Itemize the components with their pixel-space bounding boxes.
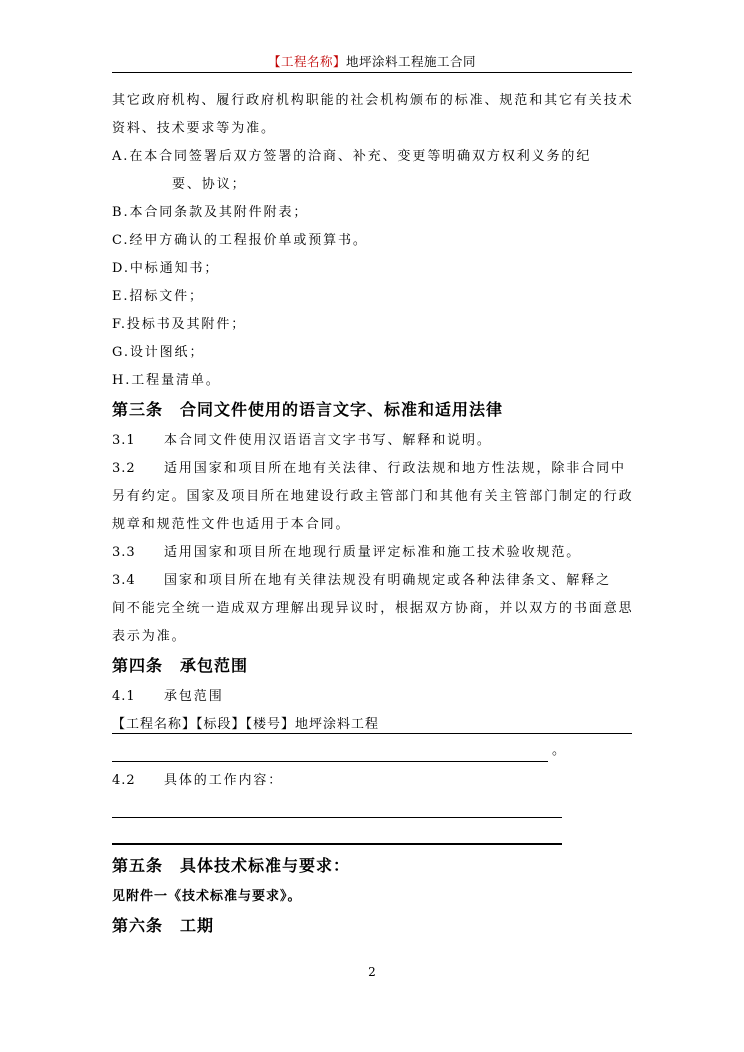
header-project-tag: 【工程名称】 bbox=[267, 54, 346, 69]
article-4-heading: 第四条 承包范围 bbox=[112, 656, 249, 675]
clause-3-3 bbox=[112, 544, 581, 562]
work-content-blank-line bbox=[112, 817, 562, 818]
header-rule bbox=[112, 72, 632, 73]
clause-text: 承包范围 bbox=[164, 689, 224, 704]
list-item-f: F.投标书及其附件； bbox=[112, 317, 247, 332]
clause-text: 具体的工作内容： bbox=[164, 773, 284, 788]
clause-number: 3.1 bbox=[112, 433, 136, 448]
clause-3-4-cont: 表示为准。 bbox=[112, 629, 187, 644]
clause-3-4 bbox=[112, 572, 611, 590]
list-item-h: H.工程量清单。 bbox=[112, 373, 221, 388]
header-title: 地坪涂料工程施工合同 bbox=[346, 54, 477, 69]
list-item-e: E.招标文件； bbox=[112, 289, 204, 304]
clause-number: 3.4 bbox=[112, 573, 136, 588]
scope-period: 。 bbox=[552, 743, 567, 758]
list-item-b: B.本合同条款及其附件附表； bbox=[112, 205, 309, 220]
clause-number: 3.3 bbox=[112, 545, 136, 560]
article-3-heading: 第三条 合同文件使用的语言文字、标准和适用法律 bbox=[112, 400, 504, 419]
clause-4-2 bbox=[112, 772, 283, 790]
list-item-a-cont: 要、协议； bbox=[172, 177, 247, 192]
article-5-heading: 第五条 具体技术标准与要求： bbox=[112, 856, 351, 875]
appendix-reference: 见附件一《技术标准与要求》。 bbox=[112, 889, 302, 904]
body-line: 资料、技术要求等为准。 bbox=[112, 121, 276, 136]
clause-text: 适用国家和项目所在地现行质量评定标准和施工技术验收规范。 bbox=[164, 545, 582, 560]
clause-number: 3.2 bbox=[112, 461, 136, 476]
article-6-heading: 第六条 工期 bbox=[112, 916, 215, 935]
scope-blank-line bbox=[112, 761, 548, 762]
list-item-c: C.经甲方确认的工程报价单或预算书。 bbox=[112, 233, 368, 248]
clause-3-2-cont: 规章和规范性文件也适用于本合同。 bbox=[112, 517, 351, 532]
body-line: 其它政府机构、履行政府机构职能的社会机构颁布的标准、规范和其它有关技术 bbox=[112, 93, 634, 108]
clause-3-2 bbox=[112, 460, 626, 478]
clause-3-4-cont: 间不能完全统一造成双方理解出现异议时，根据双方协商，并以双方的书面意思 bbox=[112, 601, 634, 616]
clause-3-1 bbox=[112, 432, 492, 450]
clause-4-1 bbox=[112, 688, 224, 706]
list-item-a: A.在本合同签署后双方签署的洽商、补充、变更等明确双方权利义务的纪 bbox=[112, 149, 592, 164]
clause-text: 国家和项目所在地有关律法规没有明确规定或各种法律条文、解释之 bbox=[164, 573, 612, 588]
page-number: 2 bbox=[368, 965, 376, 979]
work-content-blank-line bbox=[112, 843, 562, 845]
scope-fill-line: 【工程名称】【标段】【楼号】地坪涂料工程 bbox=[112, 717, 380, 732]
scope-underline bbox=[112, 733, 632, 734]
clause-number: 4.2 bbox=[112, 773, 136, 788]
clause-3-2-cont: 另有约定。国家及项目所在地建设行政主管部门和其他有关主管部门制定的行政 bbox=[112, 489, 634, 504]
page-header bbox=[0, 52, 744, 70]
clause-text: 适用国家和项目所在地有关法律、行政法规和地方性法规，除非合同中 bbox=[164, 461, 626, 476]
list-item-g: G.设计图纸； bbox=[112, 345, 205, 360]
list-item-d: D.中标通知书； bbox=[112, 261, 220, 276]
clause-number: 4.1 bbox=[112, 689, 136, 704]
clause-text: 本合同文件使用汉语语言文字书写、解释和说明。 bbox=[164, 433, 492, 448]
